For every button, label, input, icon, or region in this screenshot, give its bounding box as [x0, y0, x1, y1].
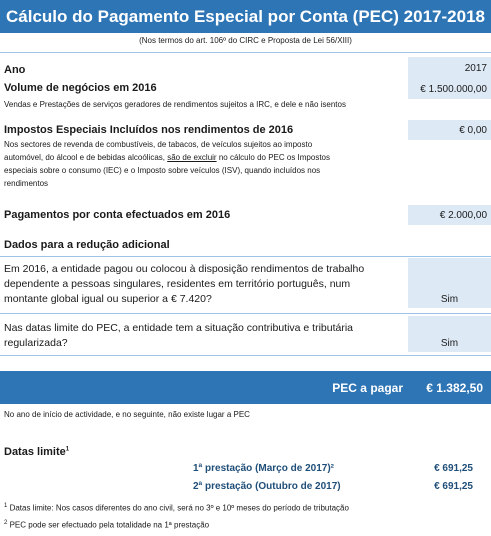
divider: [0, 256, 491, 257]
impostos-note-text: no cálculo do PEC os Impostos: [218, 153, 330, 162]
page-title-text: Cálculo do Pagamento Especial por Conta (PEC) 2017-2018: [6, 6, 485, 26]
divider: [0, 313, 491, 314]
footnote-ref: 1: [65, 446, 70, 453]
question-2-line: regularizada?: [4, 337, 68, 349]
subtitle: (Nos termos do art. 106º do CIRC e Proposta de Lei 56/XIII): [139, 36, 352, 45]
question-1-select[interactable]: [408, 258, 491, 308]
pagamentos-field[interactable]: [408, 205, 491, 225]
question-2-line: Nas datas limite do PEC, a entidade tem a situação contributiva e tributária: [4, 322, 354, 334]
volume-note: Vendas e Prestações de serviços geradores de rendimentos sujeitos a IRC, e dele e não isentos: [4, 100, 346, 109]
divider: [0, 355, 491, 356]
impostos-note-line: rendimentos: [4, 179, 49, 188]
pec-total-label: PEC a pagar: [332, 381, 403, 395]
impostos-note: [4, 138, 330, 190]
impostos-label: Impostos Especiais Incluídos nos rendimentos de 2016: [4, 124, 294, 136]
pec-total-value: € 1.382,50: [426, 381, 483, 395]
footnote-1-number: 1: [4, 503, 8, 509]
impostos-note-line: [4, 151, 330, 164]
ano-value: 2017: [464, 62, 487, 74]
volume-label: Volume de negócios em 2016: [4, 82, 157, 94]
prestacao-2-label: 2ª prestação (Outubro de 2017): [193, 481, 341, 492]
question-2-value: Sim: [440, 338, 459, 349]
impostos-note-emphasis: são de excluir: [167, 153, 217, 162]
volume-value: € 1.500.000,00: [420, 83, 487, 95]
volume-field[interactable]: [408, 79, 491, 99]
footnote-1: [4, 503, 349, 513]
pec-total-bar: [0, 371, 491, 404]
dados-label: Dados para a redução adicional: [4, 239, 170, 251]
footnote-2: [4, 520, 209, 530]
question-1-value: Sim: [440, 294, 459, 305]
footnote-1-text: Datas limite: Nos casos diferentes do ano civil, será no 3º e 10º meses do período de tributação: [9, 503, 349, 513]
ano-label: Ano: [4, 64, 26, 76]
page-title: [0, 0, 491, 33]
question-1-line: dependente a pessoas singulares, residentes em território português, num: [4, 278, 351, 290]
ano-field[interactable]: [408, 57, 491, 79]
impostos-note-text: automóvel, do álcool e de bebidas alcoólicas,: [4, 153, 165, 162]
impostos-value: € 0,00: [459, 124, 487, 136]
prestacao-1-label: 1ª prestação (Março de 2017)²: [193, 463, 334, 474]
footnote-2-text: PEC pode ser efectuado pela totalidade na 1ª prestação: [9, 520, 210, 530]
datas-label: [4, 446, 69, 458]
divider: [0, 52, 491, 53]
question-1-line: montante global igual ou superior a € 7.420?: [4, 293, 212, 305]
prestacao-1-value: € 691,25: [434, 463, 473, 474]
datas-label-text: Datas limite: [4, 446, 66, 458]
pagamentos-label: Pagamentos por conta efectuados em 2016: [4, 209, 231, 221]
pagamentos-value: € 2.000,00: [439, 209, 487, 221]
question-2: [4, 321, 404, 351]
question-2-select[interactable]: [408, 316, 491, 352]
impostos-note-line: Nos sectores de revenda de combustíveis, de tabacos, de veículos sujeitos ao imposto: [4, 140, 313, 149]
prestacao-2-value: € 691,25: [434, 481, 473, 492]
pec-note: No ano de início de actividade, e no seguinte, não existe lugar a PEC: [4, 410, 250, 419]
impostos-field[interactable]: [408, 120, 491, 140]
footnote-2-number: 2: [4, 520, 8, 526]
question-1: [4, 262, 404, 307]
impostos-note-line: especiais sobre o consumo (IEC) e o Imposto sobre veículos (ISV), quando incluídos nos: [4, 166, 321, 175]
question-1-line: Em 2016, a entidade pagou ou colocou à disposição rendimentos de trabalho: [4, 263, 365, 275]
